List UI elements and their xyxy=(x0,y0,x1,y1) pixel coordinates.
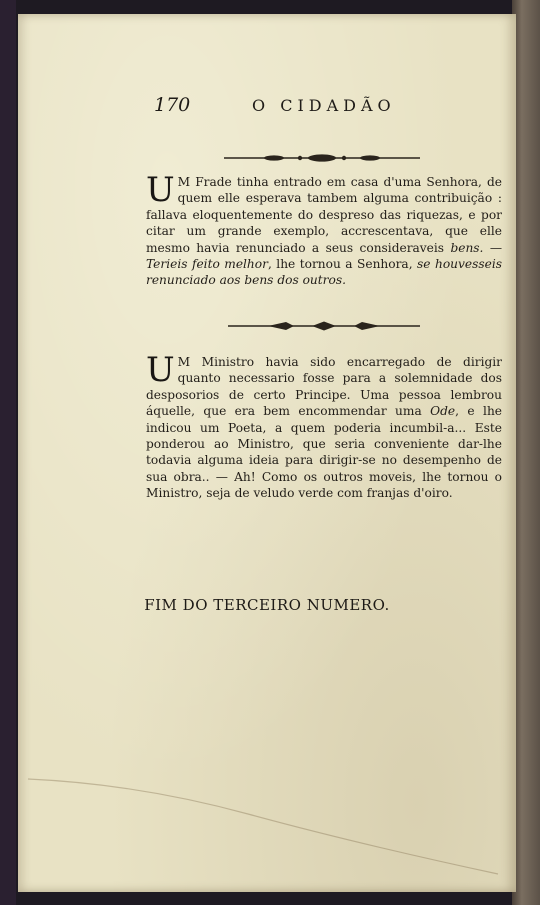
anecdote-ministro xyxy=(146,350,503,502)
anecdote-italic: Ode xyxy=(430,404,456,419)
anecdote-italic: se houvesseis renunciado aos bens dos outros. xyxy=(146,257,502,288)
anecdote-italic: bens. xyxy=(450,240,484,255)
ornament-divider-top xyxy=(224,152,420,164)
drop-cap: U xyxy=(146,170,175,210)
running-title: O CIDADÃO xyxy=(252,96,396,115)
anecdote-text: , e lhe indicou um Poeta, a quem poderia incumbil-a... Este ponderou ao Ministro, que seria conveniente dar-lhe todavia alguma ideia para dirigir-se no desempenho de sua obra.. — Ah! Como os outros moveis, lhe tornou o Ministro, seja de veludo verde com franjas d'oiro. xyxy=(146,404,503,501)
book-page xyxy=(18,14,516,892)
end-of-issue-title: FIM DO TERCEIRO NUMERO. xyxy=(144,596,390,614)
anecdote-italic: Terieis feito melhor xyxy=(146,257,268,272)
lead-letter: M xyxy=(177,175,191,189)
anecdote-text: — xyxy=(483,240,503,255)
anecdote-frade xyxy=(146,170,503,289)
anecdote-text: Ministro havia sido encarregado de dirigir quanto necessario fosse para a solemnidade dos desposorios de certo Principe. Uma pessoa lembrou áquelle, que era bem encommendar uma xyxy=(146,355,502,419)
anecdote-text: , lhe tornou a Senhora, xyxy=(267,257,418,272)
page-header xyxy=(18,94,516,124)
page-number: 170 xyxy=(154,94,191,116)
drop-cap: U xyxy=(146,350,175,390)
anecdote-text: Frade tinha entrado em casa d'uma Senhora, de quem elle esperava tambem alguma contribuição : fallava eloquentemente do despreso das riquezas, e por citar um grande exemplo, accrescentava, que elle mesmo havia renunciado a seus consideraveis xyxy=(146,175,502,255)
lead-letter: M xyxy=(177,355,191,369)
book-binding-edge xyxy=(0,0,16,905)
ornament-divider-middle xyxy=(228,320,420,332)
adjacent-page-edge xyxy=(512,0,540,905)
